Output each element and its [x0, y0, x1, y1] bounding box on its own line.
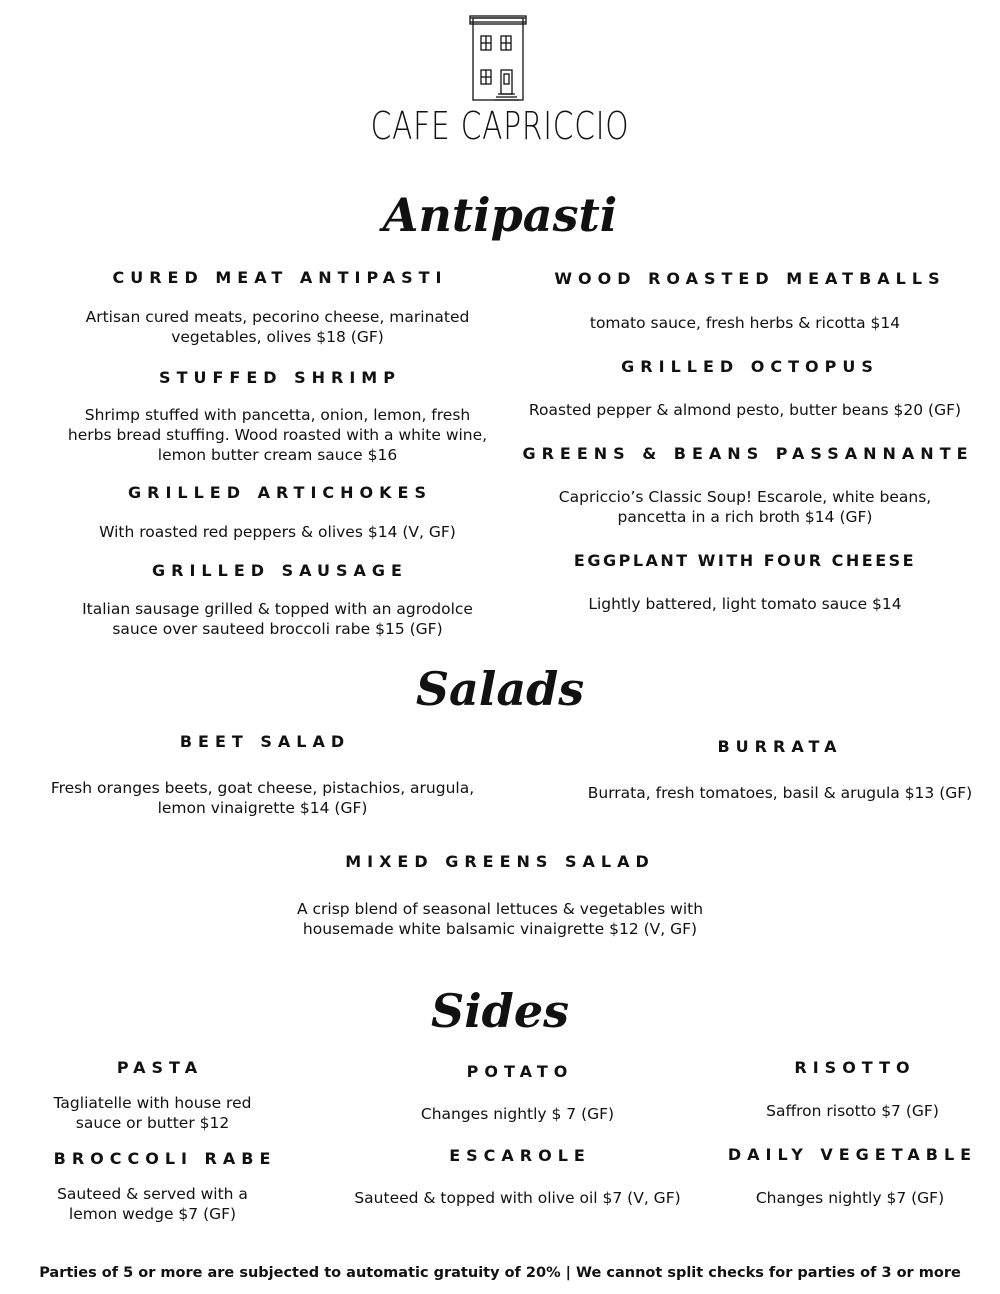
item-title-meatballs: WOOD ROASTED MEATBALLS — [554, 269, 946, 288]
item-title-daily-vegetable: DAILY VEGETABLE — [727, 1145, 978, 1164]
item-desc-stuffed-shrimp: Shrimp stuffed with pancetta, onion, lemon, fresh herbs bread stuffing. Wood roasted with a white wine, lemon butter cream sauce $16 — [67, 406, 488, 464]
item-desc-eggplant: Lightly battered, light tomato sauce $14 — [588, 595, 902, 613]
section-title-sides: Sides — [430, 984, 570, 1038]
item-title-eggplant: EGGPLANT WITH FOUR CHEESE — [573, 551, 917, 570]
footer-policy-note: Parties of 5 or more are subjected to automatic gratuity of 20% | We cannot split checks for parties of 3 or more — [39, 1265, 961, 1281]
item-desc-risotto: Saffron risotto $7 (GF) — [766, 1102, 939, 1120]
section-title-antipasti: Antipasti — [382, 188, 618, 242]
item-desc-beet-salad: Fresh oranges beets, goat cheese, pistachios, arugula, lemon vinaigrette $14 (GF) — [50, 779, 475, 817]
item-title-broccoli-rabe: BROCCOLI RABE — [53, 1149, 277, 1168]
item-desc-mixed-greens: A crisp blend of seasonal lettuces & vegetables with housemade white balsamic vinaigrette $12 (V, GF) — [296, 900, 704, 938]
item-title-burrata: BURRATA — [717, 737, 843, 756]
item-desc-potato: Changes nightly $ 7 (GF) — [420, 1105, 615, 1123]
item-desc-escarole: Sauteed & topped with olive oil $7 (V, GF) — [354, 1189, 681, 1207]
item-title-beet-salad: BEET SALAD — [179, 732, 351, 751]
item-title-cured-meat: CURED MEAT ANTIPASTI — [112, 268, 448, 287]
item-desc-grilled-sausage: Italian sausage grilled & topped with an agrodolce sauce over sauteed broccoli rabe $15 (GF) — [82, 600, 473, 638]
item-desc-grilled-octopus: Roasted pepper & almond pesto, butter beans $20 (GF) — [528, 401, 962, 419]
item-desc-broccoli-rabe: Sauteed & served with a lemon wedge $7 (GF) — [57, 1185, 248, 1223]
item-title-grilled-octopus: GRILLED OCTOPUS — [621, 357, 879, 376]
item-title-risotto: RISOTTO — [794, 1058, 916, 1077]
item-desc-meatballs: tomato sauce, fresh herbs & ricotta $14 — [589, 314, 901, 332]
section-title-salads: Salads — [415, 662, 585, 716]
item-desc-grilled-artichokes: With roasted red peppers & olives $14 (V, GF) — [99, 523, 456, 541]
brand-name: CAFE CAPRICCIO — [370, 104, 630, 148]
item-title-grilled-artichokes: GRILLED ARTICHOKES — [127, 483, 432, 502]
item-desc-burrata: Burrata, fresh tomatoes, basil & arugula $13 (GF) — [587, 784, 973, 802]
item-title-escarole: ESCAROLE — [449, 1146, 591, 1165]
item-desc-daily-vegetable: Changes nightly $7 (GF) — [755, 1189, 945, 1207]
item-desc-pasta: Tagliatelle with house red sauce or butter $12 — [53, 1094, 252, 1132]
item-title-stuffed-shrimp: STUFFED SHRIMP — [159, 368, 401, 387]
item-title-mixed-greens: MIXED GREENS SALAD — [345, 852, 655, 871]
item-desc-greens-beans: Capriccio’s Classic Soup! Escarole, white beans, pancetta in a rich broth $14 (GF) — [558, 488, 932, 526]
item-title-pasta: PASTA — [116, 1058, 204, 1077]
item-title-grilled-sausage: GRILLED SAUSAGE — [152, 561, 408, 580]
townhouse-logo-icon — [468, 14, 528, 104]
item-title-potato: POTATO — [466, 1062, 574, 1081]
item-title-greens-beans: GREENS & BEANS PASSANNANTE — [522, 444, 974, 463]
item-desc-cured-meat: Artisan cured meats, pecorino cheese, marinated vegetables, olives $18 (GF) — [85, 308, 470, 346]
